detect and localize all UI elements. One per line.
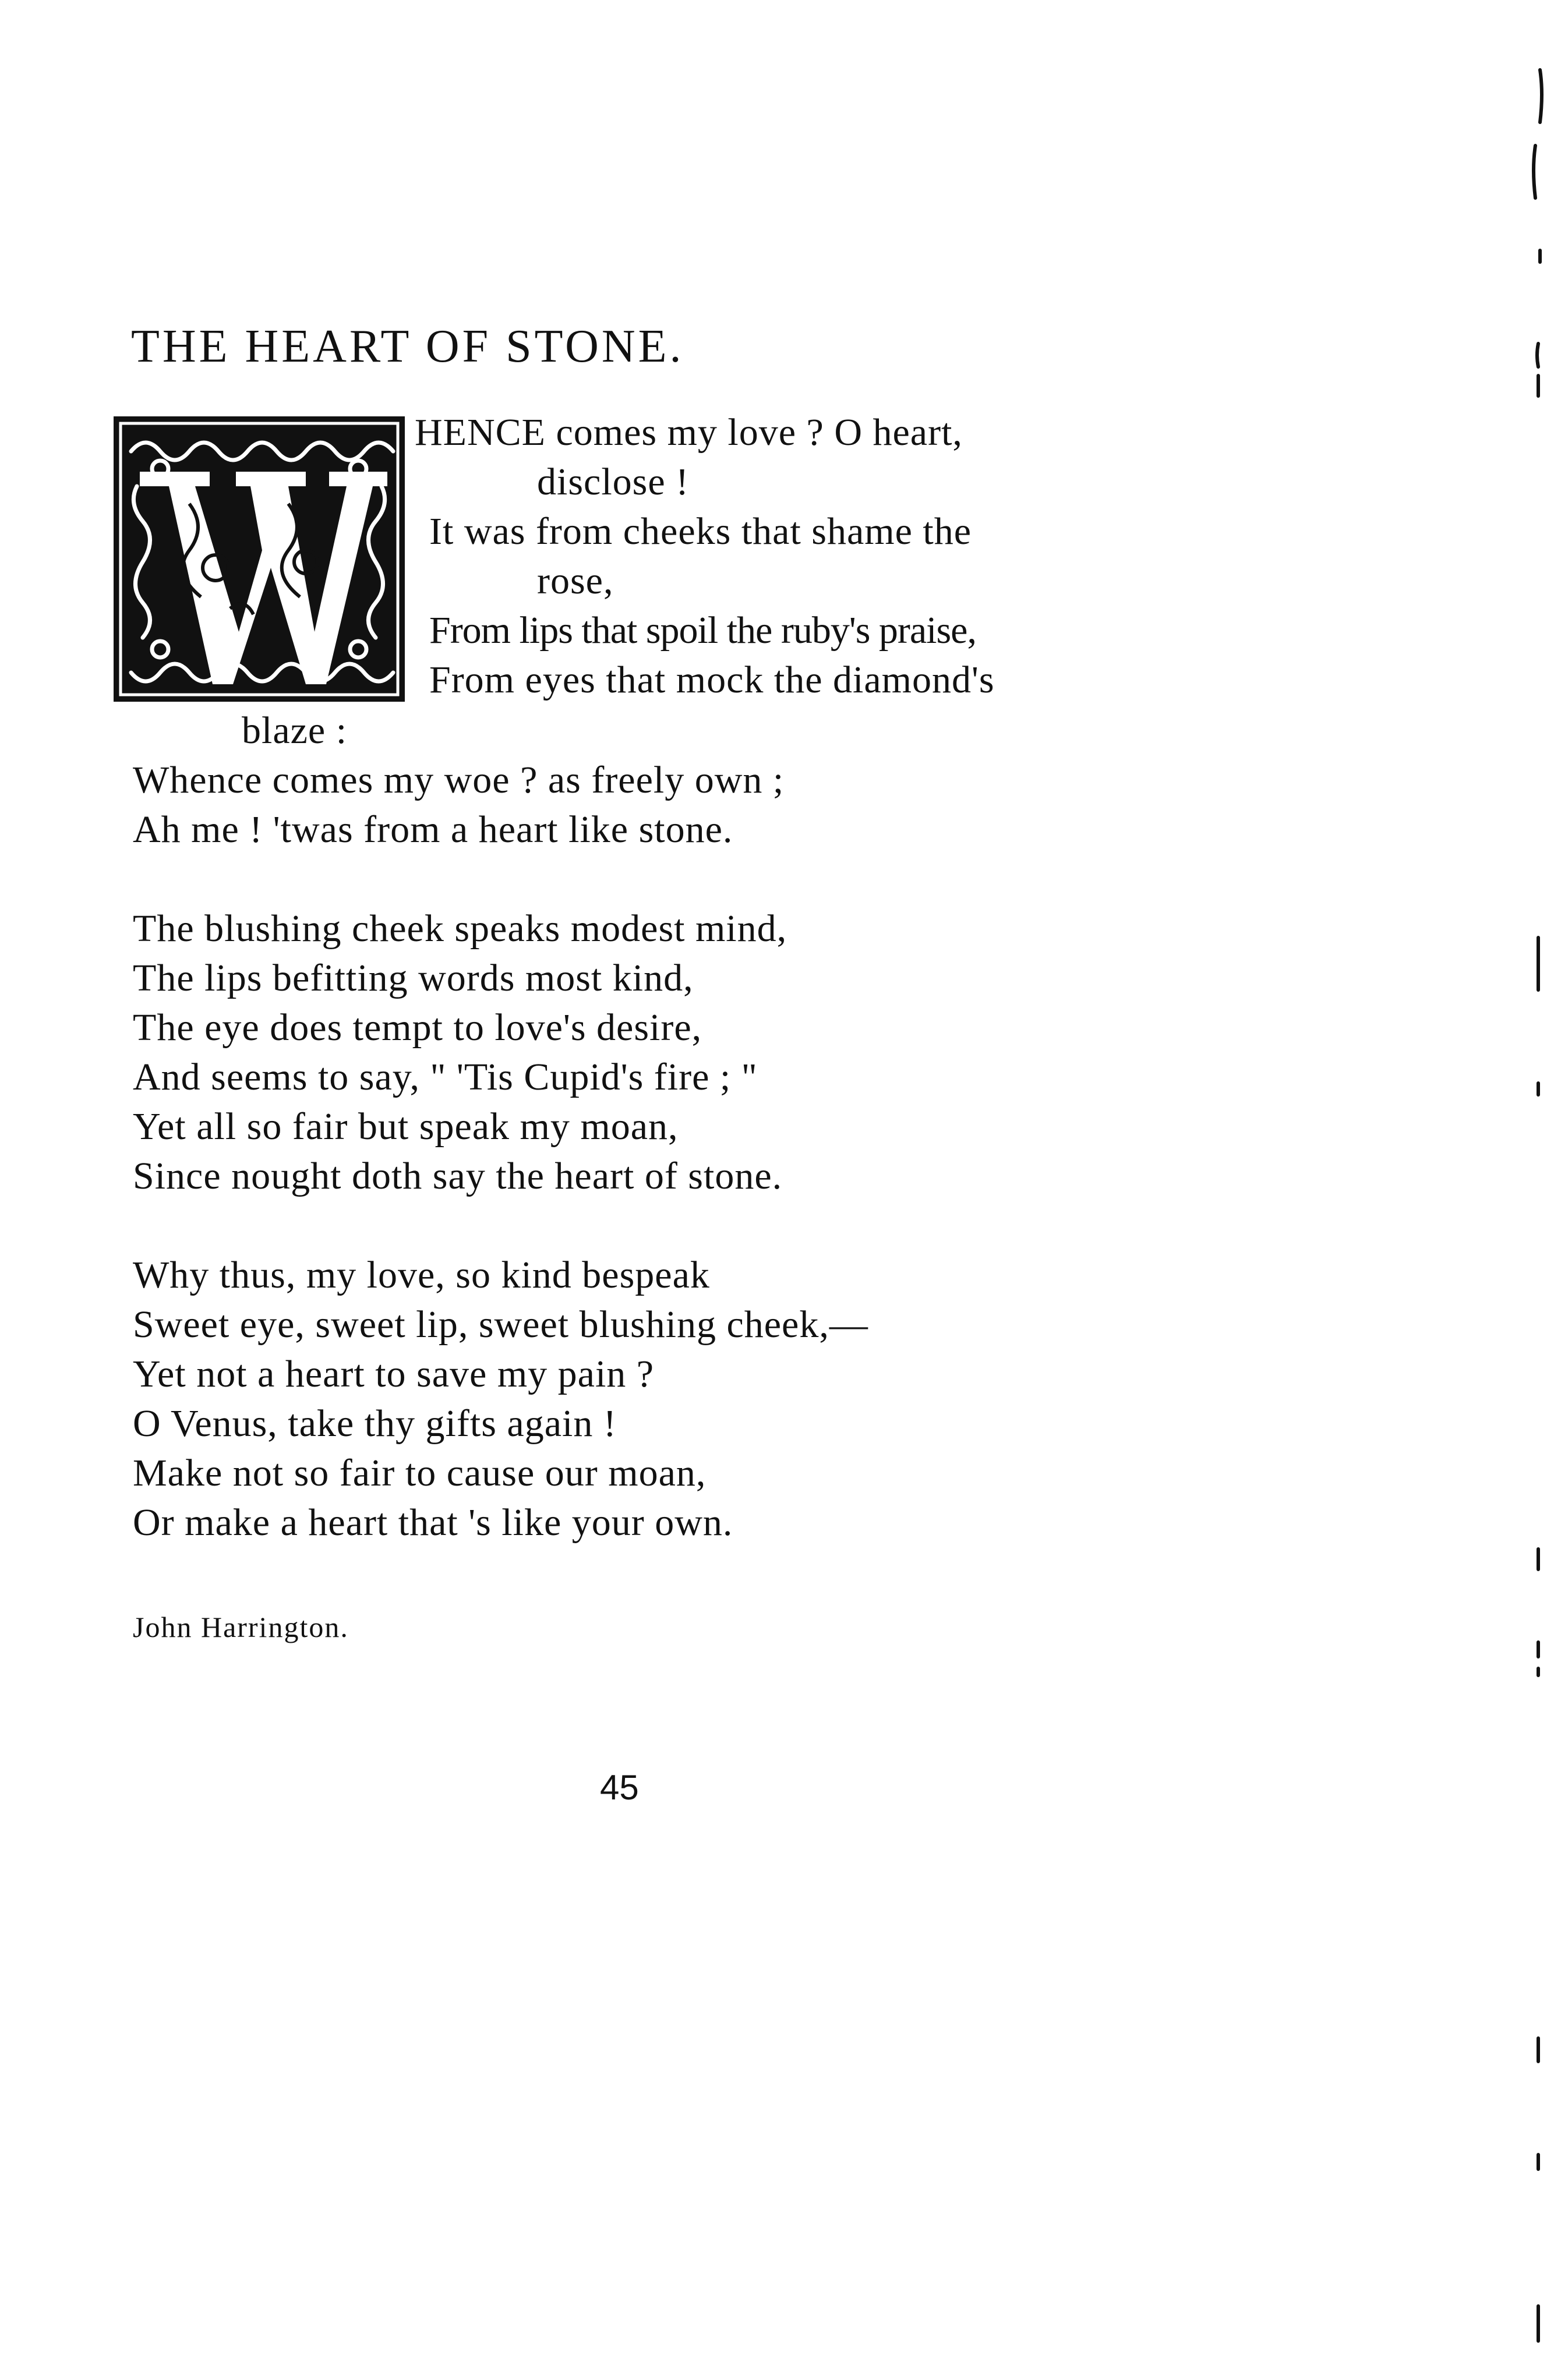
poem-line: Yet all so fair but speak my moan, xyxy=(133,1105,679,1148)
poem-line: The blushing cheek speaks modest mind, xyxy=(133,907,787,950)
decorated-initial-w xyxy=(114,416,405,702)
poem-line: The eye does tempt to love's desire, xyxy=(133,1006,702,1049)
ornament-image xyxy=(114,416,405,702)
poem-line: Whence comes my woe ? as freely own ; xyxy=(133,759,785,801)
poem-title: THE HEART OF STONE. xyxy=(131,321,684,372)
author-signature: John Harrington. xyxy=(133,1611,349,1643)
poem-line: HENCE comes my love ? O heart, xyxy=(415,411,963,454)
poem-line: Since nought doth say the heart of stone. xyxy=(133,1155,783,1197)
poem-line: And seems to say, " 'Tis Cupid's fire ; " xyxy=(133,1056,758,1098)
poem-line: disclose ! xyxy=(537,461,690,503)
poem-line: Yet not a heart to save my pain ? xyxy=(133,1353,655,1395)
poem-line: Sweet eye, sweet lip, sweet blushing cheek,— xyxy=(133,1303,868,1346)
poem-line: blaze : xyxy=(242,709,348,752)
poem-line: Make not so fair to cause our moan, xyxy=(133,1452,707,1494)
poem-line: From eyes that mock the diamond's xyxy=(429,659,995,701)
poem-line: Why thus, my love, so kind bespeak xyxy=(133,1254,710,1296)
poem-line: rose, xyxy=(537,560,614,602)
poem-line: Or make a heart that 's like your own. xyxy=(133,1501,733,1544)
poem-line: It was from cheeks that shame the xyxy=(429,510,972,553)
poem-line: From lips that spoil the ruby's praise, xyxy=(429,609,976,652)
page-number: 45 xyxy=(600,1768,639,1807)
poem-line: O Venus, take thy gifts again ! xyxy=(133,1402,617,1445)
poem-line: The lips befitting words most kind, xyxy=(133,957,694,999)
poem-line: Ah me ! 'twas from a heart like stone. xyxy=(133,808,733,851)
scan-edge-marks xyxy=(1530,0,1547,2380)
